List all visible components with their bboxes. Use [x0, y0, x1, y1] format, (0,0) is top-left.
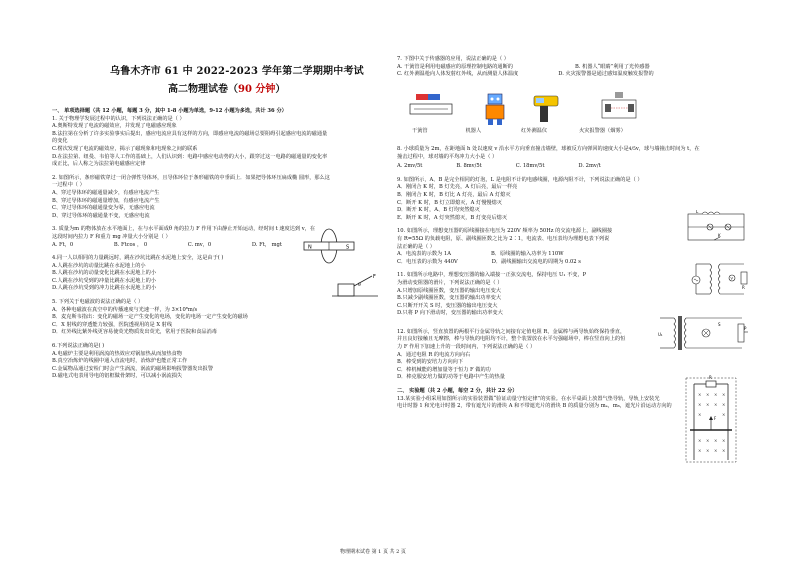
question-2: 2. 如图所示，条形磁铁穿过一闭合弹性导体环，且导体环位于条形磁铁的中垂面上．如果把导体环压扁成椭 圆形，那么这 一过程中（ ） A、穿过导体环的磁通量减少，有感应电流产生 B、穿过导体环的磁通量增加，有感应电流产生 C、穿过导体环的磁通量变为零，无感应电流 D、穿过导体环的磁通量不变，无感应电流 [52, 174, 330, 219]
svg-text:N: N [308, 244, 312, 251]
svg-text:×: × [698, 392, 702, 397]
svg-text:P: P [744, 326, 747, 331]
page-footer: 物理期末试卷 第 1 页 共 2 页 [340, 549, 406, 555]
rails-magnetic-field-figure [676, 374, 746, 464]
svg-text:×: × [722, 412, 726, 417]
smoke-detector-icon [602, 92, 636, 118]
exam-subtitle: 高二物理试卷（90 分钟） [168, 84, 286, 95]
question-12: 12. 如图所示，竖直放置的两根平行金属导轨之间接有定值电阻 R，金属棒与两导轨始终保持垂直， 并且良好接触且无摩擦，棒与导轨的电阻均不计，整个装置放在水平匀强磁场中，棒在竖直向上的恒 力 F 作用下加速上升的一段时间内，下列说法正确的是（ ） A．通过电阻 R 的电流方向向右 B．棒受到的安培力方向向下 C．棒机械能的增加量等于恒力 F 做的功 D．棒克服安培力做的功等于电路中产生的热量 [397, 328, 626, 381]
svg-text:×: × [722, 438, 726, 443]
svg-text:×: × [714, 448, 718, 453]
question-4: 4.同一人以相同的力量跳远时，跳在沙坑比跳在水泥地上安全，这是由于( ) A.人跳在沙坑的动量比跳在水泥地上的小 B.人跳在沙坑的动量变化比跳在水泥地上的小 C.人跳在沙坑受到的冲量比跳在水泥地上的小 D.人跳在沙坑受到的冲力比跳在水泥地上的小 [52, 255, 224, 292]
svg-text:×: × [698, 402, 702, 407]
question-3: 3. 质量为m 的物体放在水平地面上，在与水平面成θ 角的拉力 F 作用下由静止开始运动，经时间 t 速度达到 v，在 这段时间内拉力 F 和重力 mg 冲量大小分别是（ ） A. Ft，0 B. Ftcos ， 0 C. mv，0 D. Ft， mgt [52, 226, 316, 248]
robot-icon [486, 94, 504, 125]
exam-duration: 90 分钟 [238, 84, 276, 95]
svg-text:×: × [698, 448, 702, 453]
svg-text:×: × [714, 402, 718, 407]
section2: 二、 实验题（共 2 小题，每空 2 分，共计 22 分） 13.某实验小组采用如图所示的实验装置做“验证动量守恒定律”的实验。在水平桌面上放置气垫导轨，导轨上安装光 电计时器 1 和光电计时器 2，带有遮光片的滑块 A 和不带遮光片的滑块 B 的质量分别为 mₐ，m₆，遮光片沿运动方向的 [397, 388, 672, 410]
svg-text:×: × [714, 392, 718, 397]
question-8: 8. 小球质量为 2m，在距地面 h 处以速度 v 沿水平方向垂直撞击墙壁，球被反方向弹回的速度大小是4/5v，球与墙撞击时间为 t，在 撞击过程中，球对墙的平均冲力大小是（ ） A. 2mv/5t B. 8mv/5t C. 18mv/5t D. 2mv/t [397, 146, 700, 170]
svg-text:×: × [706, 448, 710, 453]
exam-title: 乌鲁木齐市 61 中 2022-2023 学年第二学期期中考试 [110, 66, 364, 77]
question-5: 5. 下列关于电磁波的说法正确的是（ ） A．各种电磁波在真空中的传播速度与光速一样，为 3×10⁸m/s B．麦克斯韦指出：变化的磁场一定产生变化的电场，变化的电场一定产生变化的磁场 C．X 射线的穿透能力较强，医院透视用的是 X 射线 D．红外线比紫外线更容易使荧光物质发出荧光，常用于医院和食品消毒 [52, 299, 248, 336]
inductor-circuit-figure [684, 210, 750, 244]
svg-text:×: × [706, 392, 710, 397]
svg-text:L: L [696, 210, 699, 214]
svg-text:F: F [714, 416, 717, 421]
transformer-rheostat-figure [656, 312, 748, 358]
question-11: 11. 如图所示电路中，理想变压器的输入端接一正弦交流电，保持电压 U₁ 不变，P 为滑动变阻器的滑片，下列说法正确的是（ ） A.只增加原线圈匝数，变压器的输出电压变大 B.只减少副线圈匝数，变压器的输出功率变大 C.只断开开关 S 时，变压器的输出电压变大 D.只将 P 向下滑动时，变压器的输出功率变大 [397, 272, 587, 317]
svg-text:U₁: U₁ [658, 332, 663, 337]
transformer-figure [688, 258, 750, 298]
svg-text:S: S [346, 244, 350, 251]
svg-text:R: R [742, 285, 745, 290]
question-9: 9. 如图所示，A、B 是完全相同的灯泡，L 是电阻不计的电感线圈，电源内阻不计，下列说法正确的是（ ） A．刚闭合 K 时，B 灯先亮，A 灯后亮，最后一样亮 B．刚闭合 K 时，B 灯比 A 灯亮，最后 A 灯熄灭 C．断开 K 时，B 灯立即熄灭，A 灯慢慢熄灭 D．断开 K 时，A、B 灯均突然熄灭 E．断开 K 时，A 灯突然熄灭，B 灯变亮后熄灭 [397, 176, 643, 221]
svg-text:×: × [722, 402, 726, 407]
svg-text:×: × [706, 402, 710, 407]
block-force-figure [330, 272, 380, 300]
reed-switch-icon [410, 94, 452, 114]
section1-heading: 一、 单项选择题（共 12 小题，每题 3 分，其中 1-8 小题为单选，9-12 小题为多选，共计 36 分） [52, 108, 287, 114]
svg-text:R: R [709, 375, 712, 380]
infrared-thermometer-icon [534, 96, 558, 122]
question-1: 1. 关于物理学发展过程中的认识，下列说法正确的是（ ） A.奥斯特发现了电流的磁效应，并发现了电磁感应现象 B.法拉第在分析了许多实验事实后提出，感应电流应具有这样的方向，即感应电流的磁场总要阻碍引起感应电流的磁通量 的变化 C.楞次发现了电流的磁效应，揭示了磁现象和电现象之间的联系 D.在法拉第、纽曼、韦伯等人工作的基础上，人们认识到：电路中感应电动势的大小，跟穿过这一电路的磁通量的变化率 成正比，后人称之为法拉第电磁感应定律 [52, 115, 328, 168]
right-column [397, 56, 747, 79]
question-10: 10. 如图所示，理想变压器的原线圈接在电压为 220V 频率为 50Hz 的交流电源上，副线圈接 有 R=55Ω 的负载电阻，原、副线圈匝数之比为 2∶1，电流表、电压表均为理想电表下列说 法正确的是（ ） A．电流表的示数为 1A B．原线圈的输入功率为 110W C．电压表的示数为 440V D．副线圈输出交流电的周期为 0.02 s [397, 228, 613, 265]
sensor-image-labels: 干簧管 机器人 红外测温仪 火灾报警器（烟雾） [412, 128, 626, 134]
svg-text:θ: θ [358, 283, 361, 288]
magnet-ring-figure [298, 226, 360, 266]
svg-text:×: × [706, 438, 710, 443]
question-7: 7. 下图中关于传感器的应用，说法正确的是（ ） A. 干簧管是利用电磁感应的原理控制电路的通断的 B. 机器人“眼睛”利用了光传感器 C. 红外测温枪向人体发射红外线，从而测量人体温度 D. 火灾报警器是通过感知温度触发报警的 [397, 56, 654, 78]
svg-text:K: K [718, 233, 721, 238]
svg-text:×: × [698, 438, 702, 443]
svg-text:×: × [722, 392, 726, 397]
svg-text:×: × [714, 438, 718, 443]
svg-text:V: V [730, 276, 733, 281]
svg-text:F: F [373, 274, 376, 280]
svg-text:×: × [722, 448, 726, 453]
svg-text:×: × [698, 412, 702, 417]
svg-text:S: S [718, 322, 721, 327]
question-6: 6.下列说法正确的是( ) A.电磁炉主要是利用涡流的热效应对锅加热从而加热食物 B.真空冶炼炉的线圈中通入直流电时，冶炼炉也能正常工作 C.金属物品通过安检门时会产生涡流，涡流的磁场影响报警器发出报警 D.磁电式电表用导电的铝框做骨架时，可以减小涡流损失 [52, 343, 214, 380]
